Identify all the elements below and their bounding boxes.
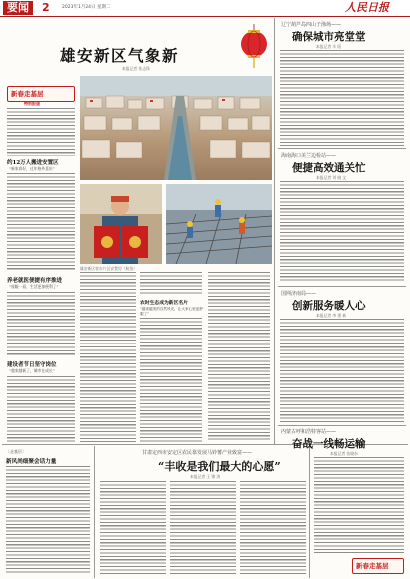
bottom-left-headline: 新风尚细聚会话力量 xyxy=(6,459,57,465)
section-label: 要闻 xyxy=(3,1,33,15)
story-headline: 便捷高效通关忙 xyxy=(292,162,366,174)
lead-text-block xyxy=(7,376,75,442)
lead-text-block xyxy=(140,318,202,442)
lead-subhead-quote: “新家真好，过年格外喜庆” xyxy=(9,166,55,171)
story-kicker: 国网济南局—— xyxy=(281,291,317,297)
story-divider xyxy=(278,425,406,426)
brand-sub: 特别报道 xyxy=(24,101,40,106)
story-kicker: 甘肃定西市安定区农民靠发展马铃薯产业致富—— xyxy=(142,450,253,456)
lead-text-block xyxy=(140,272,202,296)
page-number: 2 xyxy=(42,1,50,14)
column-divider xyxy=(94,446,95,578)
brand-label: 新春走基层 xyxy=(11,90,44,98)
story-kicker: 海南海口美兰边检站—— xyxy=(281,153,337,159)
lead-text-block xyxy=(80,272,136,344)
lead-subhead: 养老就医便捷有序推进 xyxy=(7,278,63,284)
lead-subhead: 建设者节日坚守岗位 xyxy=(7,362,57,368)
lead-text-block xyxy=(7,173,75,271)
story-byline: 本报记者 辛 阳 xyxy=(316,44,342,49)
lead-text-block xyxy=(7,292,75,356)
lead-text-block xyxy=(7,108,75,156)
story-byline: 本报记者 刘 晓 文 xyxy=(316,175,347,180)
column-divider xyxy=(309,446,310,578)
story-kicker: 辽宁葫芦岛四山子渔场—— xyxy=(281,22,342,28)
story-kicker: 内蒙古呼和浩特客站—— xyxy=(281,429,337,435)
bottom-center-text-block xyxy=(240,481,306,575)
story-text-block xyxy=(314,457,404,553)
lead-text-block xyxy=(208,272,270,442)
mid-subhead: 农时生态成为新区名片 xyxy=(140,300,188,306)
story-headline: 创新服务暖人心 xyxy=(292,300,366,312)
bottom-left-tag: 〔走基层〕 xyxy=(6,449,26,454)
bottom-center-text-block xyxy=(100,481,166,575)
aerial-city-photo xyxy=(80,76,272,180)
story-text-block xyxy=(280,181,404,283)
story-divider xyxy=(278,286,406,287)
lead-byline: 本报记者 张志锋 xyxy=(122,66,150,71)
issue-date: 2023年1月24日 星期二 xyxy=(62,5,111,10)
photo-caption: 雄安新区容东片区安置房（航拍） xyxy=(80,266,137,271)
story-headline: “丰收是我们最大的心愿” xyxy=(158,460,281,473)
story-text-block xyxy=(280,319,404,423)
lead-text-block xyxy=(80,346,136,442)
column-divider xyxy=(274,18,275,444)
brand-label: 新春走基层 xyxy=(356,562,389,570)
story-headline: 奋战一线畅运输 xyxy=(292,438,366,450)
story-byline: 本报记者 张晓东 xyxy=(330,451,358,456)
story-byline: 本报记者 李 建 新 xyxy=(316,313,347,318)
lead-headline: 雄安新区气象新 xyxy=(60,46,180,65)
bottom-center-text-block xyxy=(170,481,236,575)
story-text-block xyxy=(280,50,404,146)
masthead-logo: 人民日报 xyxy=(345,1,389,14)
lantern-icon xyxy=(236,24,272,70)
story-headline: 确保城市亮堂堂 xyxy=(292,31,366,43)
mid-quote: “越来越美的自然风光，让大家心里更舒服了” xyxy=(140,307,203,316)
brand-badge xyxy=(352,558,404,574)
lead-subhead-quote: “越来越新了，城市在成长” xyxy=(9,368,55,373)
worker-couplet-photo xyxy=(80,184,162,264)
story-byline: 本报记者 王 锦 涛 xyxy=(190,474,221,479)
construction-site-photo xyxy=(166,184,272,264)
brand-badge xyxy=(7,86,75,102)
lead-subhead-quote: “放眼一看，生活更加便利了” xyxy=(9,284,59,289)
lead-subhead: 约12万人搬进安置区 xyxy=(7,160,59,166)
bottom-left-text-block xyxy=(6,466,90,574)
story-divider xyxy=(278,148,406,149)
